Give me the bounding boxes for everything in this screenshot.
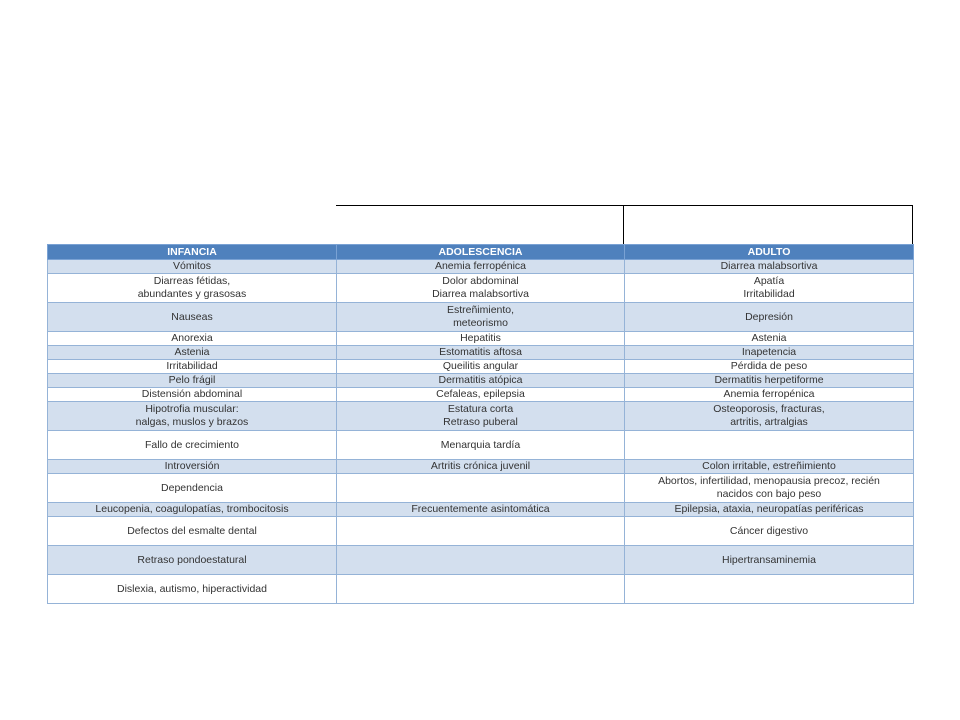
table-row (48, 474, 914, 503)
cell-adulto: Depresión (625, 303, 914, 332)
cell-adolescencia: Estreñimiento, meteorismo (337, 303, 625, 332)
cell-infancia: Distensión abdominal (48, 388, 337, 402)
cell-adolescencia: Dermatitis atópica (337, 374, 625, 388)
header-row (48, 245, 914, 260)
symptoms-table (47, 244, 914, 604)
top-frame-right-edge (912, 206, 913, 244)
cell-adulto: Apatía Irritabilidad (625, 274, 914, 303)
cell-adolescencia: Menarquia tardía (337, 431, 625, 460)
cell-infancia: Vómitos (48, 260, 337, 274)
table-row (48, 575, 914, 604)
cell-adolescencia: Frecuentemente asintomática (337, 503, 625, 517)
cell-adulto: Osteoporosis, fracturas, artritis, artralgias (625, 402, 914, 431)
table-row (48, 346, 914, 360)
cell-adolescencia: Artritis crónica juvenil (337, 460, 625, 474)
cell-adulto: Hipertransaminemia (625, 546, 914, 575)
cell-infancia: Leucopenia, coagulopatías, trombocitosis (48, 503, 337, 517)
cell-infancia: Defectos del esmalte dental (48, 517, 337, 546)
header-infancia: INFANCIA (48, 245, 337, 260)
cell-adolescencia: Hepatitis (337, 332, 625, 346)
header-adulto: ADULTO (625, 245, 914, 260)
top-frame (336, 205, 913, 244)
table-row (48, 332, 914, 346)
table-row (48, 503, 914, 517)
header-adolescencia: ADOLESCENCIA (337, 245, 625, 260)
table-row (48, 274, 914, 303)
cell-adulto: Anemia ferropénica (625, 388, 914, 402)
cell-infancia: Pelo frágil (48, 374, 337, 388)
cell-infancia: Astenia (48, 346, 337, 360)
cell-adulto: Astenia (625, 332, 914, 346)
cell-adolescencia: Estomatitis aftosa (337, 346, 625, 360)
cell-adulto: Inapetencia (625, 346, 914, 360)
cell-infancia: Hipotrofia muscular: nalgas, muslos y brazos (48, 402, 337, 431)
cell-adulto: Epilepsia, ataxia, neuropatías periféricas (625, 503, 914, 517)
cell-infancia: Retraso pondoestatural (48, 546, 337, 575)
cell-adulto: Abortos, infertilidad, menopausia precoz, recién nacidos con bajo peso (625, 474, 914, 503)
table-row (48, 431, 914, 460)
table-row (48, 546, 914, 575)
cell-adulto (625, 575, 914, 604)
cell-infancia: Introversión (48, 460, 337, 474)
cell-adolescencia: Dolor abdominal Diarrea malabsortiva (337, 274, 625, 303)
table-row (48, 360, 914, 374)
cell-infancia: Anorexia (48, 332, 337, 346)
cell-adulto: Colon irritable, estreñimiento (625, 460, 914, 474)
table-row (48, 402, 914, 431)
cell-adolescencia (337, 517, 625, 546)
cell-adulto: Diarrea malabsortiva (625, 260, 914, 274)
cell-adolescencia: Queilitis angular (337, 360, 625, 374)
cell-adolescencia (337, 474, 625, 503)
cell-adolescencia (337, 575, 625, 604)
cell-infancia: Fallo de crecimiento (48, 431, 337, 460)
cell-adulto: Pérdida de peso (625, 360, 914, 374)
cell-adulto: Dermatitis herpetiforme (625, 374, 914, 388)
table-row (48, 388, 914, 402)
cell-infancia: Diarreas fétidas, abundantes y grasosas (48, 274, 337, 303)
cell-adolescencia: Estatura corta Retraso puberal (337, 402, 625, 431)
table-row (48, 460, 914, 474)
table-row (48, 303, 914, 332)
top-frame-divider (623, 206, 624, 244)
cell-infancia: Nauseas (48, 303, 337, 332)
cell-infancia: Dependencia (48, 474, 337, 503)
cell-infancia: Irritabilidad (48, 360, 337, 374)
cell-adolescencia (337, 546, 625, 575)
cell-adulto (625, 431, 914, 460)
cell-adulto: Cáncer digestivo (625, 517, 914, 546)
table-row (48, 374, 914, 388)
cell-adolescencia: Anemia ferropénica (337, 260, 625, 274)
cell-adolescencia: Cefaleas, epilepsia (337, 388, 625, 402)
cell-infancia: Dislexia, autismo, hiperactividad (48, 575, 337, 604)
table-row (48, 260, 914, 274)
table-row (48, 517, 914, 546)
